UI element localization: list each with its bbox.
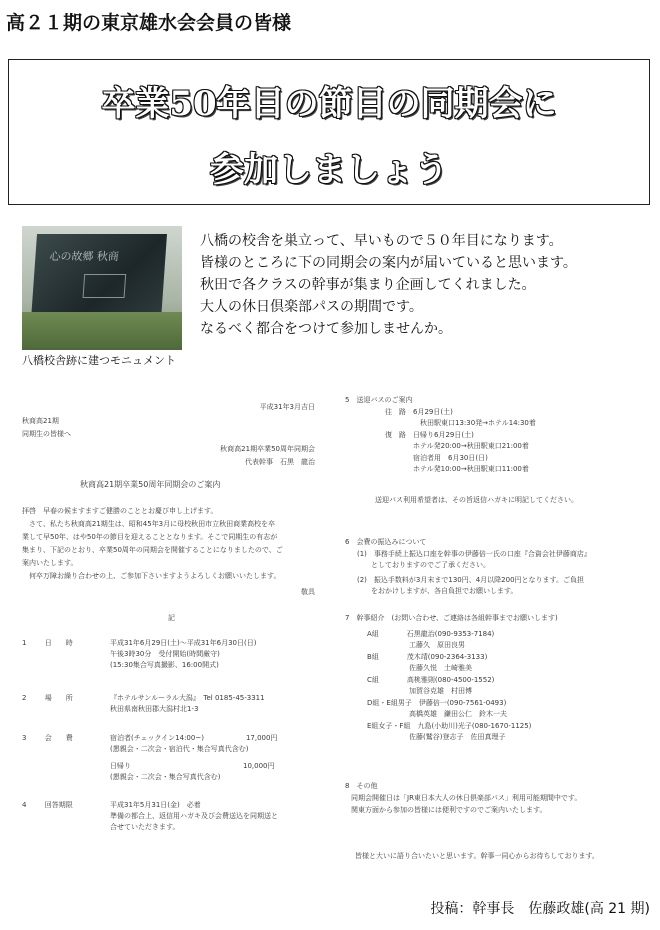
section-line: 関東方面から参加の皆様には便利ですのでご案内いたします。 [351,806,547,814]
letter-from-2: 代表幹事 石黒 龍治 [245,458,315,466]
page-header: 高２１期の東京雄水会会員の皆様 [6,12,292,34]
item-line: 合せていただきます。 [110,823,180,831]
item-line: (15:30集合写真撮影、16:00開式) [110,661,219,669]
item-label: 日 時 [44,639,73,647]
item-line: 平成31年6月29日(土)～平成31年6月30日(日) [110,639,257,647]
section-number: 7 [345,614,350,622]
letter-subject: 秋商高21期卒業50周年同期会のご案内 [80,480,221,489]
footer-credit: 投稿：幹事長 佐藤政雄(高 21 期) [430,901,650,917]
section-7 [345,613,558,744]
letter-closing: 皆様と大いに語り合いたいと思います。幹事一同心からお待ちしております。 [355,852,599,860]
section-line: B組 茂木靖(090-2364-3133) [367,652,488,661]
section-number: 8 [345,782,350,790]
monument-photo [22,226,182,350]
item-label: 回答期限 [44,801,73,809]
item-1 [22,638,257,669]
item-label: 会 費 [44,734,73,742]
letter-body-line: 集まり、下記のとおり、卒業50周年の同期会を開催することになりましたので、ご [22,546,283,554]
intro-text [200,230,577,340]
section-6 [345,537,591,598]
section-line: ホテル発10:00→秋田駅東口11:00着 [385,465,529,473]
letter-body-line: 何卒万障お繰り合わせの上、ご参加下さいますようよろしくお願いいたします。 [22,572,281,580]
section-line: C組 高桃雅則(080-4500-1552) [367,675,495,684]
section-number: 5 [345,396,350,404]
letter-date: 平成31年3月吉日 [259,403,315,411]
section-line: をおかけしますが、各自負担でお願いします。 [357,587,518,595]
item-number: 4 [22,801,27,809]
grass [22,312,182,350]
item-line: 準備の都合上、返信用ハガキ及び会費送込を同期送と [110,812,278,820]
section-line: としておりますのでご了承ください。 [357,561,490,569]
item-label: 場 所 [44,694,73,702]
section-line: (2) 振込手数料が3月末まで130円、4月以降200円となります。ご負担 [357,575,584,584]
letter-body-line: 拝啓 早春の候ますますご健勝のこととお慶び申し上げます。 [22,507,218,515]
section-8 [345,780,581,816]
letter-to-2: 同期生の皆様へ [22,430,71,438]
photo-caption: 八橋校舎跡に建つモニュメント [22,354,176,367]
title-line-1: 卒業50年目の節目の同期会に [101,84,557,124]
section-line: 復 路 日帰り6月29日(土) [385,430,474,439]
item-line: 秋田県南秋田郡大潟村北1-3 [110,705,199,713]
title-line-2: 参加しましょう [210,150,448,190]
section-number: 6 [345,538,350,546]
monument-stone [31,234,167,320]
section-line: 佐藤久悦 土崎雅美 [367,664,472,672]
letter-body-line: 案内いたします。 [22,559,78,567]
section-title: その他 [356,782,378,790]
monument-carving: 心の故郷 秋商 [48,250,120,263]
item-3 [22,733,278,781]
section-line: 秋田駅東口13:30発→ホテル14:30着 [385,419,536,427]
letter-from-1: 秋商高21期卒業50周年同期会 [220,445,315,453]
section-line: 送迎バス利用希望者は、その旨返信ハガキに明記してください。 [375,496,578,504]
section-5 [345,395,578,507]
monument-plaque [83,274,127,298]
section-line: 佐藤(鷲谷)登志子 佐田真理子 [367,733,506,741]
intro-line: 皆様のところに下の同期会の案内が届いていると思います。 [200,255,577,271]
section-line: 加賀谷克雄 村田博 [367,687,472,695]
intro-line: 大人の休日倶楽部パスの期間です。 [200,299,423,315]
section-line: 宿泊者用 6月30日(日) [385,453,488,462]
section-line: E組女子・F組 九島(小助川)光子(080-1670-1125) [367,721,532,730]
section-line [385,476,578,488]
title-box [8,59,650,205]
item-number: 3 [22,734,27,742]
section-line: 工藤久 原田良男 [367,641,465,649]
section-line: (1) 事務手続上振込口座を幹事の伊藤倍一氏の口座『合資会社伊藤商店』 [357,549,591,558]
section-title: 幹事紹介 (お問い合わせ、ご連絡は各組幹事までお願いします) [356,614,558,622]
letter-ki: 記 [168,614,175,622]
section-title: 送迎バスのご案内 [356,396,413,404]
section-line: 往 路 6月29日(土) [385,407,453,416]
item-line: 日帰り 10,000円 [110,762,275,770]
item-line: 『ホテルサンルーラル大潟』 Tel 0185-45-3311 [110,694,265,702]
letter-keigu: 敬具 [301,588,315,596]
item-2 [22,693,265,713]
letter-body-line: さて、私たち秋商高21期生は、昭和45年3月に母校秋田市立秋田商業高校を卒 [22,520,276,528]
letter-body [22,505,283,583]
item-4 [22,800,278,831]
item-line: (懇親会・二次会・集合写真代含む) [110,773,221,781]
section-line: A組 石黒龍治(090-9353-7184) [367,629,495,638]
section-line: 高橋英雄 鎌田公仁 鈴木一夫 [367,710,507,718]
letter-body-line: 業して早50年、はや50年の節目を迎えることとなります。そこで同期生の有志が [22,533,278,541]
item-number: 1 [22,639,27,647]
letter-to-1: 秋商高21期 [22,417,59,425]
item-line: (懇親会・二次会・宿泊代・集合写真代含む) [110,745,249,753]
item-line: 午後3時30分 受付開始(時間厳守) [110,650,220,658]
intro-line: 秋田で各クラスの幹事が集まり企画してくれました。 [200,277,536,293]
section-line: D組・E組男子 伊藤倍一(090-7561-0493) [367,698,507,707]
item-number: 2 [22,694,27,702]
section-line: ホテル発20:00→秋田駅東口21:00着 [385,442,529,450]
intro-line: なるべく都合をつけて参加しませんか。 [200,321,452,337]
item-line: 宿泊者(チェックイン14:00~) 17,000円 [110,734,278,742]
item-line: 平成31年5月31日(金) 必着 [110,801,201,809]
section-line: 同期会開催日は「JR東日本大人の休日倶楽部パス」利用可能期間中です。 [351,794,582,802]
section-title: 会費の振込みについて [356,538,427,546]
intro-line: 八橋の校舎を巣立って、早いもので５０年目になります。 [200,233,563,249]
